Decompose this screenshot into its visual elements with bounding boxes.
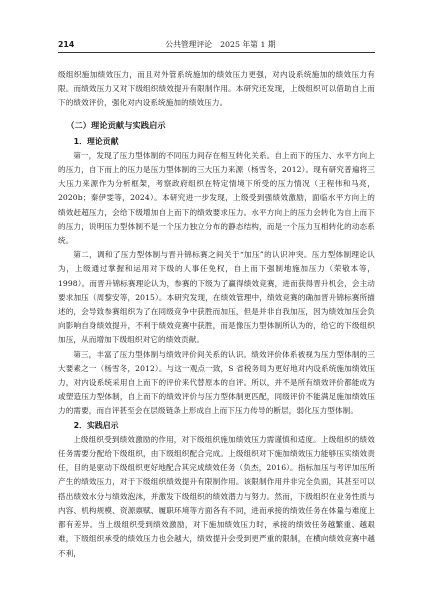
- page-number: 214: [58, 40, 75, 49]
- paragraph-third-contribution: 第三，丰富了压力型体制与绩效评价间关系的认识。绩效评价体系被视为压力型体制的三大要素之一（杨雪冬，2012）。与这一观点一致，S 省税务局为更好地对内设系统施加绩效压力，对内设系统采用自上而下的评价来代替原本的自评。所以，并不是所有绩效评价都能成为或塑造压力型体制，自上而下的绩效评价与压力型体制更匹配，同级评价不能满足施加绩效压力的需要，而自评甚至会在层级链条上形成自上而下压力传导的断层，弱化压力型体制。: [58, 349, 375, 416]
- paragraph-first-contribution: 第一，发现了压力型体制的不同压力间存在相互转化关系。自上而下的压力、水平方向上的压力，自下而上的压力是压力型体制的三大压力来源（杨雪冬，2012）。现有研究普遍将三大压力来源作为分析框架，考察政府组织在特定情境下所受的压力情况（王程伟和马亮，2020b；秦伊雯等，2024）。本研究进一步发现，上级受到强绩效激励，面临水平方向上的绩效赶超压力，会给下级增加自上而下的绩效要求压力。水平方向上的压力会转化为自上而下的压力，说明压力型体制不是一个压力独立分布的静态结构，而是一个压力互相转化的动态系统。: [58, 150, 375, 246]
- subsection-heading-theory: 1．理论贡献: [73, 136, 119, 146]
- journal-issue: 2025 年第 1 期: [220, 40, 276, 49]
- journal-name: 公共管理评论: [165, 40, 213, 49]
- running-header: [58, 38, 375, 53]
- paragraph-second-contribution: 第二，调和了压力型体制与晋升锦标赛之间关于“加压”的认识冲突。压力型体制理论认为，上级通过掌握和运用对下级的人事任免权，自上而下强制地施加压力（荣敬本等，1998）。而晋升锦标赛理论认为，参赛的下级为了赢得绩效竞赛，进而获得晋升机会，会主动要求加压（周黎安等，2015）。本研究发现，在绩效管理中，绩效竞赛的确加晋升锦标赛所描述的，会导致参赛组织为了在同级竞争中获胜而加压，但是并非自我加压，因为绩效加压会负向影响自身绩效提升，不利于绩效竞赛中获胜，而是像压力型体制所认为的，给它的下级组织加压，从而增加下级组织对它的绩效贡献。: [58, 250, 375, 345]
- paragraph-continuation: 级组织施加绩效压力，而且对外管系统施加的绩效压力更强，对内设系统施加的绩效压力有限。而绩效压力又对下级组织绩效提升有限制作用。本研究还发现，上级组织可以借助自上而下的绩效评价，强化对内设系统施加的绩效压力。: [58, 70, 375, 108]
- section-heading: （二）理论贡献与实践启示: [66, 119, 166, 130]
- journal-title: [58, 38, 375, 52]
- body-text: [58, 68, 375, 561]
- paragraph-practical-implication: 上级组织受到绩效激励的作用，对下级组织施加绩效压力需谨慎和适度。上级组织的绩效任务需要分配给下级组织，由下级组织配合完成。上级组织对下施加绩效压力能够压实绩效责任，目的是驱动下级组织更好地配合其完成绩效任务（负杰，2016）。指标加压与考评加压所产生的绩效压力，对于下级组织绩效提升有限制作用。该限制作用并非完全负面，其甚至可以搭出绩效水分与绩效泡沫，并激发下级组织的绩效潜力与努力。然而，下级组织在业务性质与内容、机构规模、资源禀赋、履职环境等方面各有不同，进而承接的绩效任务在体量与难度上都有差异。当上级组织受到绩效激励，对下施加绩效压力时，承接的绩效任务越繁重、越艰难，下级组织承受的绩效压力也会越大，绩效提升会受到更严重的限制，在横向绩效竞赛中越不利，: [58, 434, 375, 558]
- subsection-heading-practice: 2．实践启示: [73, 420, 119, 430]
